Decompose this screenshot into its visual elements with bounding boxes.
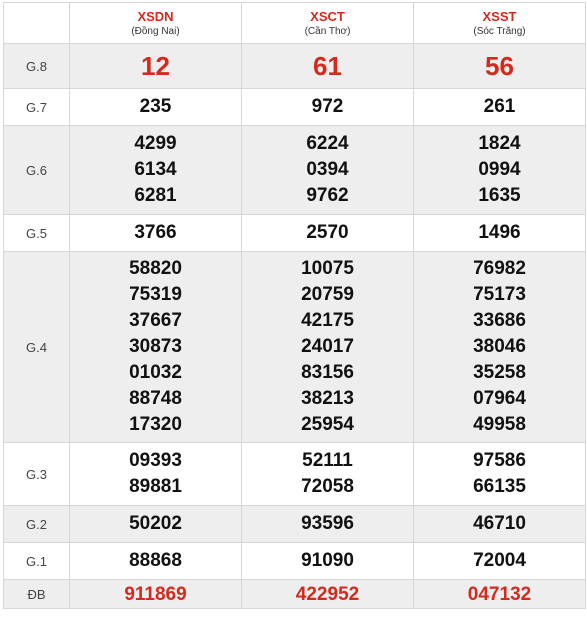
province-name: (Sóc Trăng) [473, 25, 526, 37]
prize-number: 9762 [306, 185, 349, 206]
prize-cell [70, 543, 242, 580]
prize-number: 3766 [134, 222, 177, 243]
prize-cell [70, 215, 242, 252]
prize-row-g5 [4, 215, 586, 252]
prize-label: ĐB [4, 580, 70, 609]
prize-cell [414, 252, 586, 443]
prize-cell [242, 89, 414, 126]
prize-cell [70, 580, 242, 609]
prize-cell [414, 126, 586, 215]
prize-cell [242, 580, 414, 609]
prize-number: 38046 [473, 336, 526, 357]
prize-number: 1824 [478, 133, 521, 154]
prize-cell [414, 506, 586, 543]
prize-number: 75319 [129, 284, 182, 305]
prize-number: 89881 [129, 476, 182, 497]
prize-cell [414, 44, 586, 89]
prize-row-special [4, 580, 586, 609]
prize-number: 30873 [129, 336, 182, 357]
prize-number: 76982 [473, 258, 526, 279]
prize-number: 07964 [473, 388, 526, 409]
prize-number: 972 [311, 96, 344, 117]
prize-number: 2570 [306, 222, 349, 243]
prize-number: 4299 [134, 133, 177, 154]
prize-cell [70, 443, 242, 506]
prize-number: 38213 [301, 388, 354, 409]
prize-label: G.8 [4, 44, 70, 89]
header-row [4, 3, 586, 44]
prize-row-g6 [4, 126, 586, 215]
prize-cell [414, 580, 586, 609]
prize-label: G.6 [4, 126, 70, 215]
prize-cell [70, 506, 242, 543]
prize-number: 33686 [473, 310, 526, 331]
prize-cell [242, 215, 414, 252]
prize-number: 25954 [301, 414, 354, 435]
prize-cell [70, 252, 242, 443]
corner-cell [4, 3, 70, 44]
prize-cell [414, 543, 586, 580]
prize-number: 37667 [129, 310, 182, 331]
prize-number: 49958 [473, 414, 526, 435]
prize-number: 20759 [301, 284, 354, 305]
prize-cell [414, 215, 586, 252]
prize-number: 10075 [301, 258, 354, 279]
prize-label: G.4 [4, 252, 70, 443]
prize-cell [414, 443, 586, 506]
province-header[interactable] [414, 3, 586, 44]
prize-number: 50202 [129, 513, 182, 534]
prize-cell [70, 44, 242, 89]
prize-number: 1635 [478, 185, 521, 206]
prize-number: 52111 [302, 450, 353, 471]
province-header[interactable] [70, 3, 242, 44]
prize-cell [242, 126, 414, 215]
special-prize-number: 047132 [467, 584, 532, 605]
prize-number: 6281 [134, 185, 177, 206]
prize-cell [242, 543, 414, 580]
province-code[interactable]: XSDN [137, 8, 174, 24]
province-name: (Đồng Nai) [131, 25, 180, 37]
prize-number: 235 [139, 96, 172, 117]
special-prize-number: 422952 [295, 584, 360, 605]
prize-number: 88868 [129, 550, 182, 571]
prize-number: 42175 [301, 310, 354, 331]
prize-number: 88748 [129, 388, 182, 409]
prize-number: 6224 [306, 133, 349, 154]
prize-number: 61 [313, 51, 342, 81]
prize-row-g1 [4, 543, 586, 580]
prize-number: 0394 [306, 159, 349, 180]
prize-number: 46710 [473, 513, 526, 534]
prize-number: 1496 [478, 222, 521, 243]
prize-cell [242, 506, 414, 543]
prize-number: 17320 [129, 414, 182, 435]
prize-number: 58820 [129, 258, 182, 279]
prize-cell [414, 89, 586, 126]
prize-label: G.7 [4, 89, 70, 126]
prize-number: 97586 [473, 450, 526, 471]
prize-row-g4 [4, 252, 586, 443]
prize-number: 24017 [301, 336, 354, 357]
prize-label: G.1 [4, 543, 70, 580]
prize-number: 66135 [473, 476, 526, 497]
lottery-results-table [3, 2, 586, 609]
prize-number: 12 [141, 51, 170, 81]
province-name: (Cần Thơ) [304, 25, 351, 37]
prize-number: 35258 [473, 362, 526, 383]
prize-label: G.2 [4, 506, 70, 543]
prize-cell [70, 89, 242, 126]
prize-number: 75173 [473, 284, 526, 305]
prize-row-g8 [4, 44, 586, 89]
prize-number: 83156 [301, 362, 354, 383]
prize-cell [242, 443, 414, 506]
province-header[interactable] [242, 3, 414, 44]
prize-cell [242, 252, 414, 443]
prize-number: 56 [485, 51, 514, 81]
prize-number: 91090 [301, 550, 354, 571]
prize-row-g7 [4, 89, 586, 126]
province-code[interactable]: XSCT [310, 8, 345, 24]
prize-number: 0994 [478, 159, 521, 180]
prize-cell [70, 126, 242, 215]
prize-label: G.3 [4, 443, 70, 506]
prize-number: 72004 [473, 550, 526, 571]
special-prize-number: 911869 [124, 584, 187, 605]
prize-number: 6134 [134, 159, 177, 180]
prize-number: 93596 [301, 513, 354, 534]
prize-cell [242, 44, 414, 89]
prize-number: 09393 [129, 450, 182, 471]
prize-row-g3 [4, 443, 586, 506]
prize-row-g2 [4, 506, 586, 543]
prize-number: 261 [483, 96, 516, 117]
province-code[interactable]: XSST [482, 8, 517, 24]
prize-number: 01032 [129, 362, 182, 383]
prize-number: 72058 [301, 476, 354, 497]
prize-label: G.5 [4, 215, 70, 252]
